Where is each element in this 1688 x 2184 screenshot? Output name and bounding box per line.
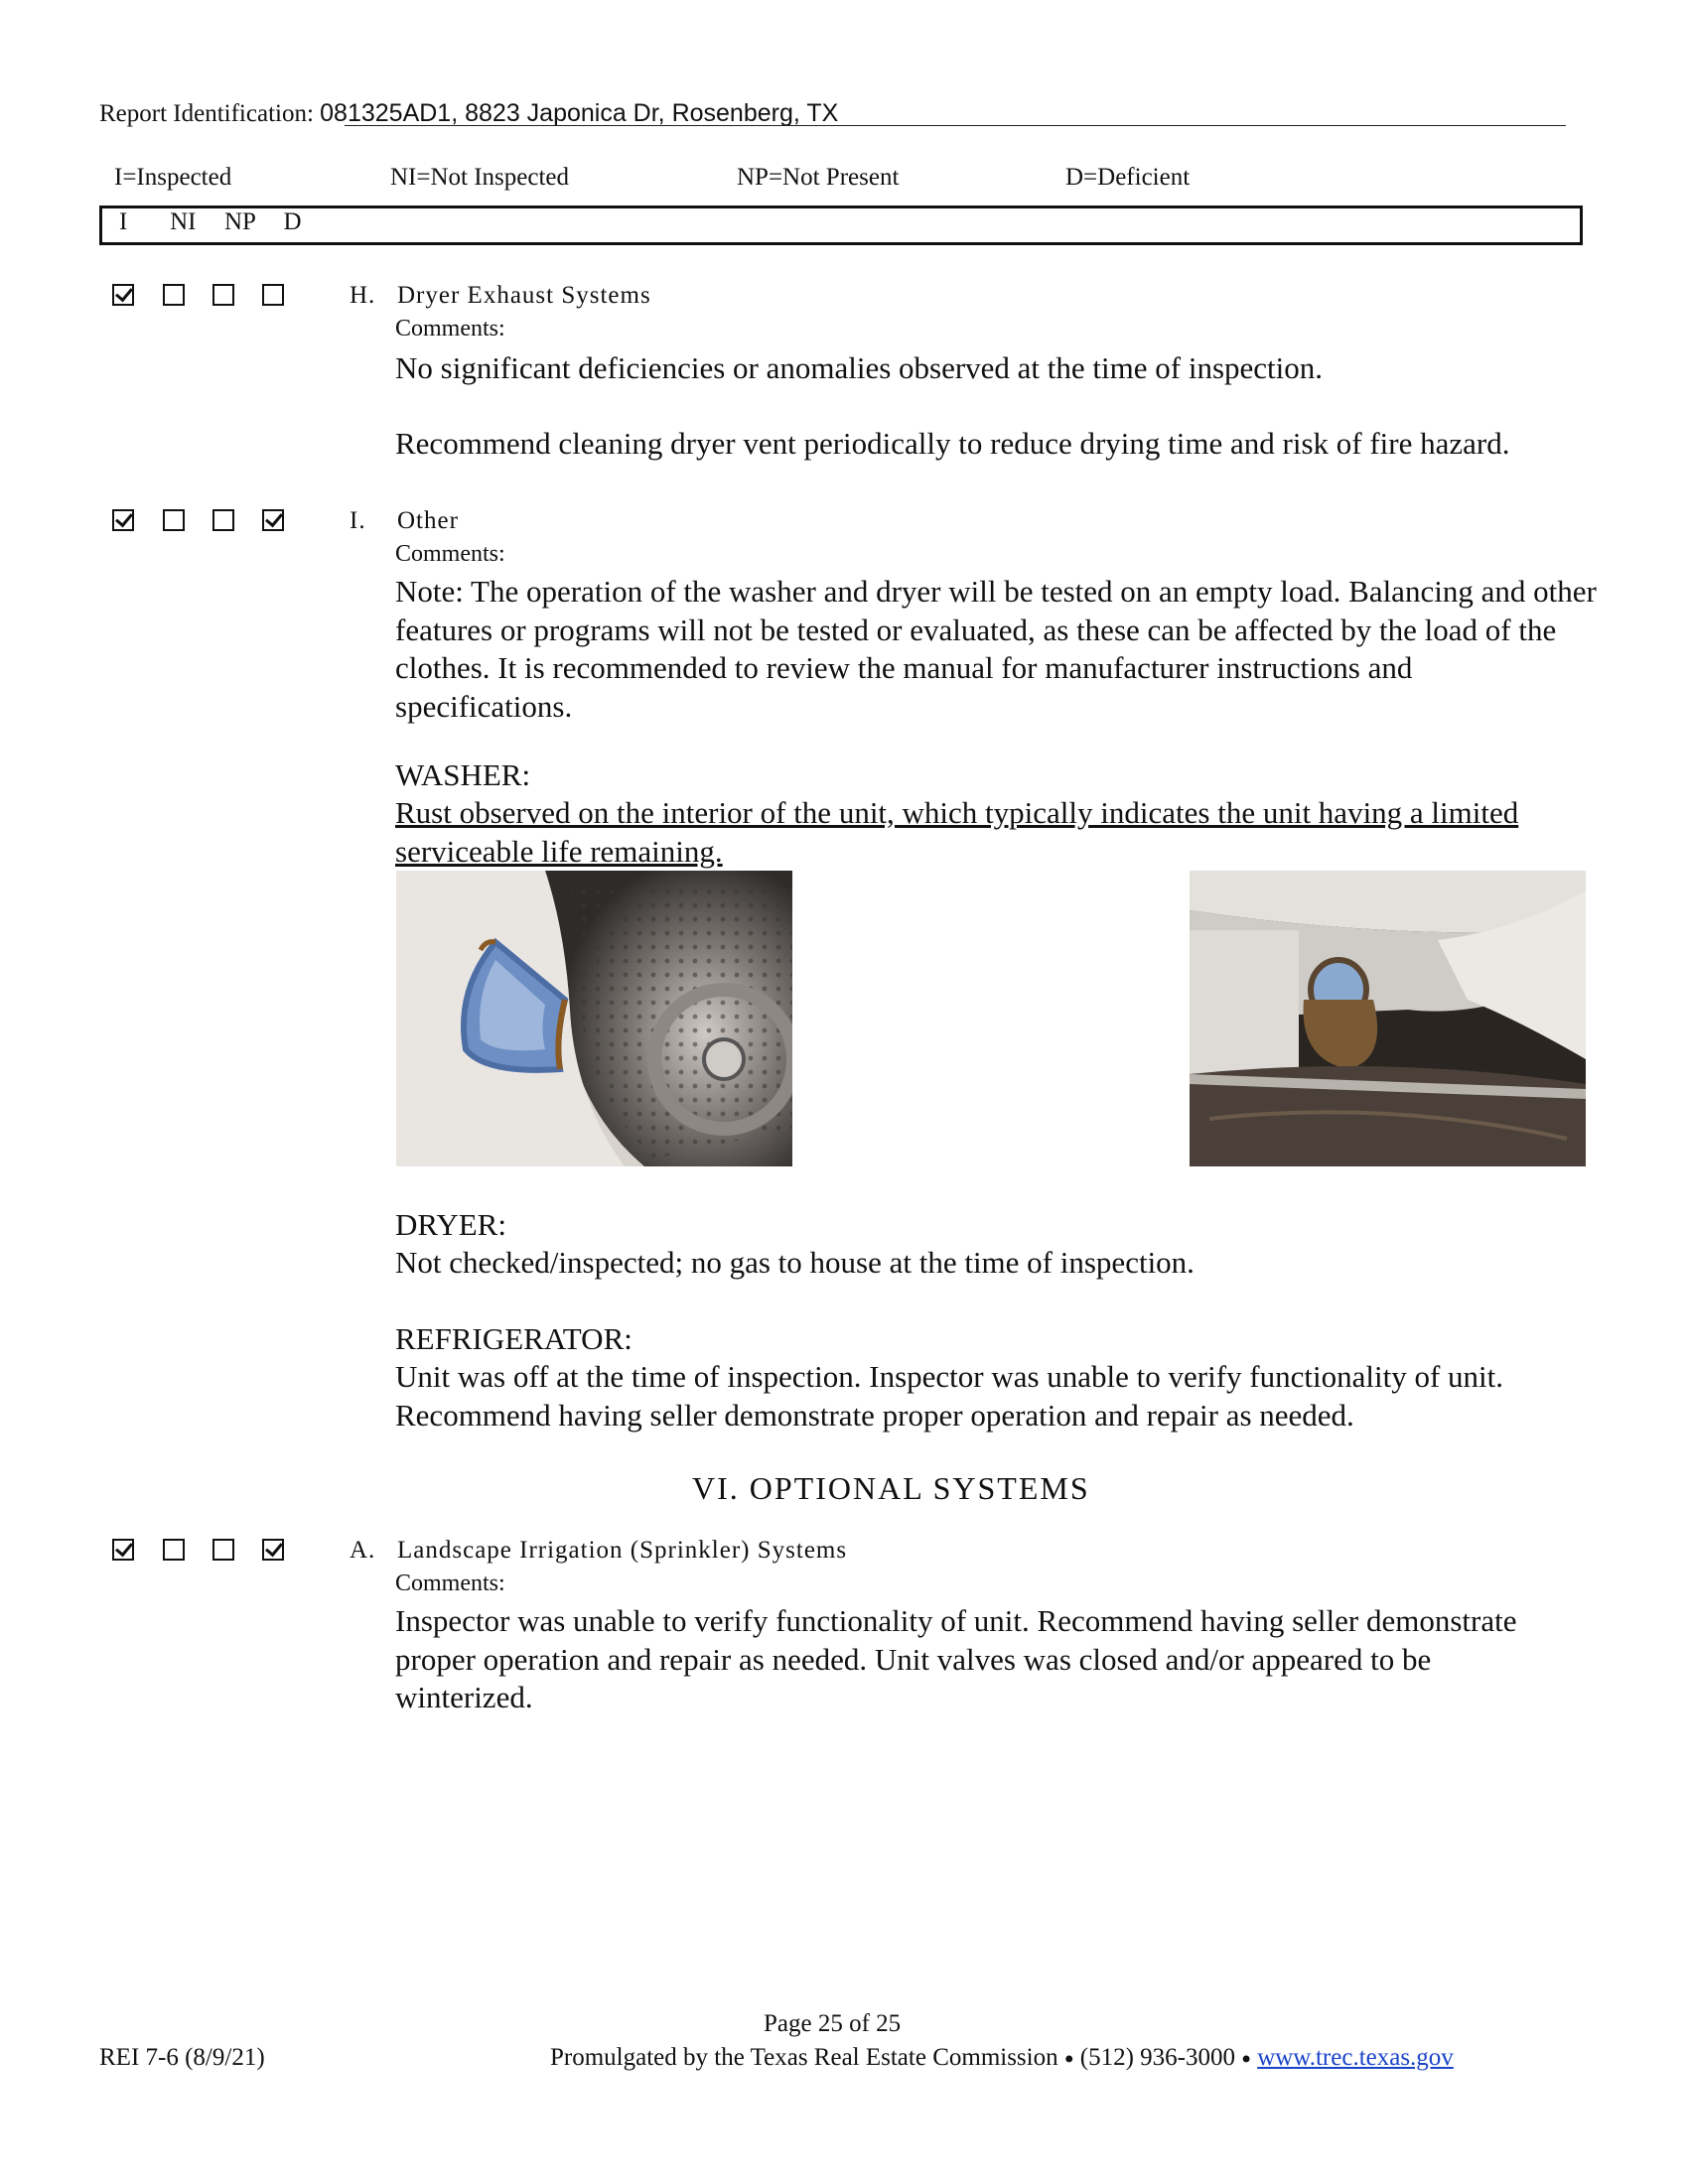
- dryer-heading: DRYER:: [395, 1207, 506, 1242]
- checkbox-deficient[interactable]: [262, 509, 284, 531]
- report-identification: [99, 99, 838, 128]
- item-h-name: Dryer Exhaust Systems: [397, 282, 651, 309]
- item-h-letter: H.: [350, 282, 376, 309]
- item-a-name: Landscape Irrigation (Sprinkler) Systems: [397, 1537, 848, 1564]
- checkbox-not-inspected[interactable]: [163, 1539, 185, 1561]
- item-h-paragraph-2: Recommend cleaning dryer vent periodically to reduce drying time and risk of fire hazard.: [395, 426, 1510, 461]
- column-header-labels: I NI NP D: [119, 208, 302, 235]
- report-id-underline: [345, 125, 1566, 126]
- refrigerator-text: Unit was off at the time of inspection. Inspector was unable to verify functionality of unit. Recommend having seller demonstrate proper operation and repair as needed.: [395, 1359, 1504, 1433]
- checkbox-not-present[interactable]: [212, 509, 234, 531]
- item-i-comments-label: Comments:: [395, 541, 505, 567]
- checkmark-icon: [115, 284, 133, 303]
- checkbox-deficient[interactable]: [262, 1539, 284, 1561]
- checkbox-not-present[interactable]: [212, 1539, 234, 1561]
- legend-not-present: NP=Not Present: [737, 164, 900, 191]
- column-header-box: [99, 205, 1583, 245]
- footer-page-number: Page 25 of 25: [764, 2010, 902, 2037]
- item-a-comments-label: Comments:: [395, 1570, 505, 1596]
- item-i-letter: I.: [350, 507, 366, 534]
- item-a-title: [350, 1537, 847, 1565]
- footer-promulgated: Promulgated by the Texas Real Estate Commission: [550, 2044, 1058, 2071]
- item-h-paragraph-1: No significant deficiencies or anomalies observed at the time of inspection.: [395, 350, 1324, 385]
- item-h-comments-label: Comments:: [395, 316, 505, 341]
- checkbox-not-inspected[interactable]: [163, 509, 185, 531]
- report-id-value: 081325AD1, 8823 Japonica Dr, Rosenberg, TX: [320, 99, 839, 127]
- legend-deficient: D=Deficient: [1065, 164, 1191, 191]
- checkmark-icon: [265, 1539, 283, 1558]
- checkbox-not-present[interactable]: [212, 284, 234, 306]
- legend-inspected: I=Inspected: [114, 164, 232, 191]
- washer-rust-photo-2: [1190, 871, 1586, 1166]
- item-i-name: Other: [397, 507, 459, 534]
- dryer-text: Not checked/inspected; no gas to house at the time of inspection.: [395, 1245, 1195, 1280]
- item-h-title: [350, 282, 651, 310]
- report-id-label: Report Identification:: [99, 100, 314, 127]
- checkbox-inspected[interactable]: [112, 284, 134, 306]
- checkmark-icon: [115, 1539, 133, 1558]
- checkmark-icon: [115, 509, 133, 528]
- item-i-title: [350, 507, 459, 535]
- washer-heading: WASHER:: [395, 757, 531, 792]
- bullet-icon: ●: [1063, 2050, 1074, 2068]
- footer-phone: (512) 936-3000: [1079, 2044, 1236, 2071]
- legend-not-inspected: NI=Not Inspected: [390, 164, 570, 191]
- washer-text: Rust observed on the interior of the unit, which typically indicates the unit having a limited serviceable life remaining.: [395, 795, 1519, 869]
- footer-promulgated-line: [550, 2044, 1454, 2072]
- item-a-text: Inspector was unable to verify functionality of unit. Recommend having seller demonstrate proper operation and repair as needed. Unit valves was closed and/or appeared to be winterized.: [395, 1603, 1517, 1714]
- refrigerator-heading: REFRIGERATOR:: [395, 1321, 633, 1356]
- checkmark-icon: [265, 509, 283, 528]
- checkbox-deficient[interactable]: [262, 284, 284, 306]
- bullet-icon: ●: [1241, 2050, 1251, 2068]
- washer-rust-photo-1: [396, 871, 792, 1166]
- checkbox-inspected[interactable]: [112, 1539, 134, 1561]
- footer-form-id: REI 7-6 (8/9/21): [99, 2044, 265, 2071]
- footer-website-link[interactable]: www.trec.texas.gov: [1257, 2044, 1454, 2071]
- item-i-note: Note: The operation of the washer and dryer will be tested on an empty load. Balancing and other features or programs will not be tested or evaluated, as these can be affected by the load of the clothes. It is recommended to review the manual for manufacturer instructions and specifications.: [395, 574, 1597, 724]
- item-a-letter: A.: [350, 1537, 376, 1564]
- checkbox-not-inspected[interactable]: [163, 284, 185, 306]
- checkbox-inspected[interactable]: [112, 509, 134, 531]
- section-heading-optional-systems: VI. OPTIONAL SYSTEMS: [692, 1470, 1090, 1506]
